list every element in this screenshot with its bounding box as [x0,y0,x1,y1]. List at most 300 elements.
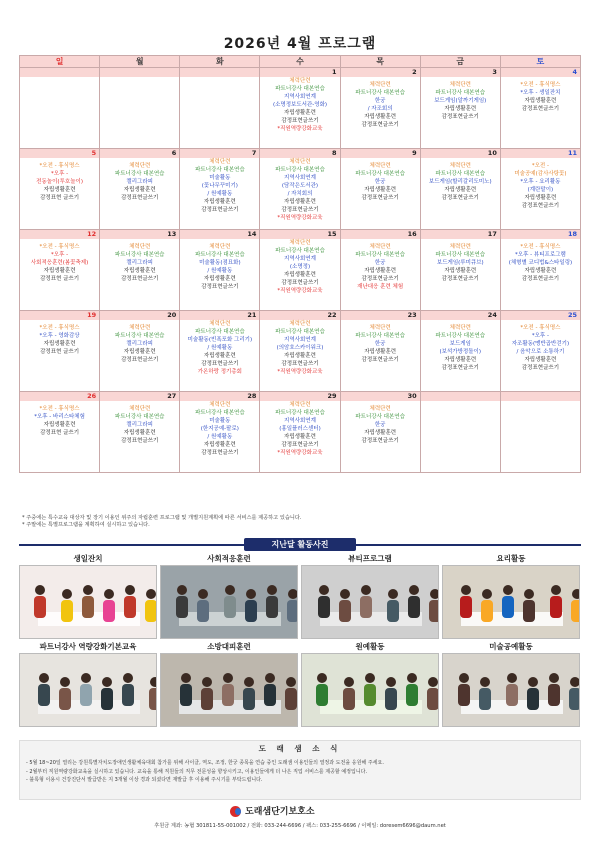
photo-person-head [344,677,354,687]
calendar-day-cell [340,68,420,149]
photo-person-head [123,673,133,683]
photo-caption: 파트너강사 역량강화기본교육 [39,642,137,651]
activity-line: 보드게임(루미큐브) [436,260,484,266]
activity-line: 자립생활훈련 [123,430,156,436]
activity-line: 감정표현글쓰기 [441,114,479,120]
calendar-day-cell [260,392,340,473]
activity-line: (꽃나무꾸미기) [201,183,238,189]
activity-line: 자립생활훈련 [364,430,397,436]
day-activities [260,77,339,133]
calendar-day-cell [500,149,580,230]
activity-line: 감정표현글쓰기 [361,357,399,363]
weekday-sun: 일 [20,56,100,68]
activity-line: 감정표현글쓰기 [521,365,560,371]
day-activities [421,239,500,283]
activity-photo-card [160,553,298,639]
weekday-header-row [20,56,581,68]
activity-line: (한지공예-팥로) [200,426,239,432]
activity-line: 자립생활훈련 [284,353,316,359]
activity-line: 체력단련 [289,402,311,408]
photo-person-body [481,600,493,622]
activity-line: (홍일플러스센터) [279,426,321,432]
day-activities [341,401,420,445]
day-number: 19 [20,311,99,320]
activity-photo-card [160,641,298,727]
activity-line: 자립생활훈련 [43,422,76,428]
activity-line: *오전 - 휴식명스 [39,325,80,331]
activity-line: 지역사회연계 [284,337,316,343]
activity-photo-card [442,641,580,727]
day-number: 2 [341,68,420,77]
activity-line: 캘리그라피 [126,260,153,266]
activity-line: 파트너강사 대본연습 [435,90,486,96]
activity-line: 자립생활훈련 [524,268,557,274]
calendar-day-cell [340,149,420,230]
note-line: * 주말에는 특별프로그램을 계획하여 실시하고 있습니다. [22,522,150,528]
news-heading: 도 래 샘 소 식 [258,744,342,753]
photo-person-head [524,589,534,599]
photo-person-body [527,688,539,710]
center-logo [230,805,370,819]
calendar-week-row [20,311,581,392]
activity-line: 체력단련 [129,163,151,169]
activity-line: *오전 - 휴식명스 [39,163,80,169]
photo-person-head [244,677,254,687]
day-activities [180,401,259,457]
weekday-thu: 목 [340,56,420,68]
photo-person-body [523,600,535,622]
activity-line: 자립생활훈련 [284,272,316,278]
photo-person-head [104,589,114,599]
activity-line: 체력단련 [209,244,231,250]
photo-person-body [34,596,46,618]
day-number: 24 [421,311,500,320]
day-number: 1 [260,68,339,77]
activity-photo [442,653,580,727]
calendar-day-cell [100,311,180,392]
calendar-day-cell [500,230,580,311]
activity-line: *오후 - 바리스타체험 [34,414,85,420]
logo-mark-icon [230,806,241,817]
day-activities [501,320,580,372]
activity-line: *오전 - 휴식명스 [520,244,561,250]
activity-line: 감정표현글쓰기 [201,450,239,456]
activity-line: 감정표현글쓰기 [521,106,560,112]
photo-person-head [549,673,559,683]
calendar-day-cell [100,68,180,149]
calendar-day-cell [180,230,260,311]
day-activities [501,158,580,210]
calendar-day-cell [420,392,500,473]
day-number: 18 [501,230,580,239]
photo-person-body [343,688,355,710]
photo-person-head [125,585,135,595]
activity-line: 지역사회연계 [284,175,316,181]
activity-photo [301,653,439,727]
day-activities [421,401,500,405]
day-number: 20 [100,311,179,320]
photo-person-head [223,673,233,683]
photo-person-head [146,589,156,599]
day-number: 14 [180,230,259,239]
photo-person-head [81,673,91,683]
day-number [421,392,500,401]
photo-person-head [102,677,112,687]
photo-illustration [443,566,580,638]
calendar-week-row [20,230,581,311]
day-number: 4 [501,68,580,77]
photo-person-head [317,673,327,683]
activity-line: 체력단련 [129,244,151,250]
day-number: 28 [180,392,259,401]
day-number: 29 [260,392,339,401]
activity-line: 자립생활훈련 [203,276,236,282]
activity-line: (담작은도서관) [281,183,319,189]
activity-line: 체력단련 [369,244,391,250]
activity-line: *오전 - 휴식명스 [39,244,80,250]
activity-line: 파트너강사 대본연습 [355,414,405,420]
calendar-day-cell [420,149,500,230]
activity-line: 캘리그라피 [126,422,153,428]
activity-line: (소명정) [289,264,311,270]
activity-line: (소명정보도서관-영화) [272,102,328,108]
calendar-day-cell [500,311,580,392]
day-number: 21 [180,311,259,320]
calendar-day-cell [180,68,260,149]
photo-person-body [180,684,192,706]
activity-line: 한궁 [374,260,386,266]
day-number: 8 [260,149,339,158]
calendar-day-cell [260,149,340,230]
photo-caption: 사회적응훈련 [207,554,251,563]
activity-line: 파트너강사 대본연습 [275,167,325,173]
photo-person-head [459,673,469,683]
photo-person-head [265,673,275,683]
news-box [19,740,581,800]
activity-line: 가온하랑 정기총회 [197,369,242,375]
activity-line: 감정표현글쓰기 [281,118,319,124]
activity-photo [19,653,157,727]
activity-photo-card [442,553,580,639]
activity-line: 보드게임(알까기게임) [434,98,487,104]
photo-caption: 요리활동 [496,554,526,563]
photo-illustration [161,654,298,726]
day-activities [180,158,259,214]
activity-line: *오후 - 생일잔치 [520,90,561,96]
activity-line: *직원역량강화교육 [277,369,323,375]
day-number: 15 [260,230,339,239]
activity-line: 파트너강사 대본연습 [195,252,245,258]
activity-line: 지역사회연계 [284,418,316,424]
activity-line: 자립생활훈련 [203,199,236,205]
activity-line: *오후 - 영화감상 [39,333,80,339]
activity-line: *오후 - [531,333,549,339]
day-number [180,68,259,77]
photo-person-body [61,600,73,622]
photo-person-body [122,684,134,706]
photo-person-body [458,684,470,706]
activity-line: *직원역량강화교육 [277,126,323,132]
photo-person-head [503,585,513,595]
activity-line: 자립생활훈련 [123,268,156,274]
calendar-day-cell [260,68,340,149]
activity-line: 파트너강사 대본연습 [435,171,486,177]
day-number: 3 [421,68,500,77]
activity-line: 자립생활훈련 [284,199,316,205]
photo-caption: 소방대피훈련 [207,642,251,651]
photo-person-body [285,688,297,710]
activity-line: 파트너강사 대본연습 [114,414,165,420]
photo-person-body [571,600,580,622]
activity-line: / 원예활동 [207,268,233,274]
day-activities [20,239,99,283]
activity-line: 한궁 [374,422,386,428]
day-number: 6 [100,149,179,158]
activity-line: 감정표현글쓰기 [121,276,159,282]
day-activities [260,158,339,222]
activity-line: 자조활동(맹반곱반걷기) [511,341,570,347]
day-number: 30 [341,392,420,401]
day-number: 7 [180,149,259,158]
weekday-tue: 화 [180,56,260,68]
day-activities [20,77,99,81]
activity-line: 체력단련 [449,163,471,169]
day-number [100,68,179,77]
activity-line: *오전 - [531,163,549,169]
photo-person-head [62,589,72,599]
activity-photo-card [301,641,439,727]
photo-person-body [145,600,157,622]
activity-line: 캘리그라피 [126,341,153,347]
activity-line: 파트너강사 대본연습 [435,252,486,258]
activity-line: 파트너강사 대본연습 [275,86,325,92]
activity-line: 파트너강사 대본연습 [355,252,405,258]
activity-line: 재난대응 훈련 체험 [357,284,404,290]
photo-person-body [245,600,257,622]
photo-person-body [82,596,94,618]
activity-line: 자립생활훈련 [364,268,397,274]
calendar-day-cell [180,311,260,392]
activity-line: 자립생활훈련 [524,195,557,201]
activity-line: 체력단련 [129,325,151,331]
activity-line: 파트너강사 대본연습 [195,329,245,335]
calendar-day-cell [260,311,340,392]
activity-line: 자립생활훈련 [524,357,557,363]
weekday-mon: 월 [100,56,180,68]
photo-person-head [267,585,277,595]
activity-photo-card [301,553,439,639]
calendar-day-cell [500,68,580,149]
activity-line: *오전 - 휴식명스 [520,325,561,331]
photo-person-head [528,677,538,687]
activity-photo [160,653,298,727]
activity-line: 파트너강사 대본연습 [275,248,325,254]
activity-line: 감정표현글쓰기 [121,438,159,444]
photo-person-head [181,673,191,683]
photos-heading: 지난달 활동사진 [244,538,356,551]
photo-person-body [197,600,209,622]
activity-line: 체력단련 [209,159,231,165]
activity-line: 감정표현글쓰기 [201,284,239,290]
day-activities [341,239,420,291]
activity-line: 한궁 [374,98,386,104]
day-activities [421,77,500,121]
activity-line: 감정표현글쓰기 [201,207,239,213]
photo-person-head [407,673,417,683]
calendar-day-cell [100,149,180,230]
day-number: 5 [20,149,99,158]
calendar-day-cell [180,392,260,473]
calendar-day-cell [20,68,100,149]
page-title: 2026년 4월 프로그램 [223,36,377,52]
activity-line: 자립생활훈련 [444,187,477,193]
activity-line: (보석가방정돌이) [439,349,482,355]
photo-person-body [360,596,372,618]
activity-line: 파트너강사 대본연습 [355,171,405,177]
photo-person-body [429,600,439,622]
day-activities [100,401,179,445]
photo-person-body [38,684,50,706]
photo-person-head [570,677,580,687]
photo-person-body [506,684,518,706]
activity-line: 체력단련 [449,244,471,250]
weekday-sat: 토 [500,56,580,68]
photo-person-head [60,677,70,687]
activity-line: 자립생활훈련 [364,349,397,355]
photo-illustration [20,654,157,726]
activity-line: / 자치회의 [287,191,313,197]
activity-line: (계란말이) [527,187,554,193]
activity-line: *오후 - [51,171,69,177]
calendar-day-cell [20,392,100,473]
day-number [20,68,99,77]
activity-line: 감정표현글쓰기 [521,203,560,209]
activity-line: 지역사회연계 [284,256,316,262]
day-activities [260,401,339,457]
activity-line: 파트너강사 대본연습 [435,333,486,339]
activity-line: 감정표현글쓰기 [281,442,319,448]
activity-line: 자립생활훈련 [364,114,397,120]
photo-person-head [340,589,350,599]
news-item: - 블록형 이용시 건강진단서 발급받은 지 3개월 이상 경과 되셨다면 재발급 후 이용해 주시기를 부탁드립니다. [26,777,263,783]
photo-person-head [286,677,296,687]
activity-line: 파트너강사 대본연습 [275,410,325,416]
day-activities [180,77,259,81]
activity-line: / 자조회의 [367,106,393,112]
photo-illustration [443,654,580,726]
photo-person-body [387,600,399,622]
activity-line: 미술활동(빈폭포화 그리기) [187,337,253,343]
activity-line: 감정표현글쓰기 [441,365,479,371]
activity-line: *오전 - 휴식명스 [39,406,80,412]
activity-line: 감정표현 글쓰기 [40,430,80,436]
photo-person-body [569,688,580,710]
day-number: 10 [421,149,500,158]
activity-line: / 원예활동 [207,191,233,197]
calendar-day-cell [340,311,420,392]
calendar-day-cell [500,392,580,473]
day-activities [260,239,339,295]
activity-line: 캘리그라피 [126,179,153,185]
photo-person-head [198,589,208,599]
activity-line: 감정표현글쓰기 [361,438,399,444]
activity-line: 자립생활훈련 [444,268,477,274]
activity-line: *직원역량강화교육 [277,450,323,456]
news-item: - 5월 18~20일 열리는 강원특별자치도장애인생활체육대회 참가를 위해 사이클, 역도, 조정, 한궁 종목을 연습 중인 도래샘 이용인들의 열정과 도전을 응원해 주세요. [26,760,384,766]
photo-person-head [246,589,256,599]
activity-line: 감정표현글쓰기 [281,280,319,286]
photo-person-head [177,585,187,595]
day-number: 13 [100,230,179,239]
photo-person-body [103,600,115,622]
day-number: 12 [20,230,99,239]
activity-line: *오후 - 뷰티프로그램 [515,252,566,258]
photo-person-body [548,684,560,706]
day-number: 9 [341,149,420,158]
activity-line: 보드게임(할리갈리도미노) [428,179,492,185]
photo-person-body [550,596,562,618]
activity-line: 미술활동(점묘화) [199,260,241,266]
activity-line: 감정표현글쓰기 [281,361,319,367]
day-activities [20,401,99,437]
calendar-week-row [20,149,581,230]
activity-line: 자립생활훈련 [444,106,477,112]
logo-name: 도래샘단기보호소 [245,807,315,817]
photo-person-body [479,688,491,710]
activity-line: 자립생활훈련 [123,187,156,193]
activity-line: *오전 - 휴식명스 [520,82,561,88]
activity-line: 감정표현 글쓰기 [40,195,80,201]
activity-line: 자립생활훈련 [284,110,316,116]
calendar-day-cell [420,68,500,149]
calendar-day-cell [180,149,260,230]
day-activities [20,320,99,356]
activity-photo [19,565,157,639]
photo-person-body [149,688,157,710]
photo-caption: 원예활동 [355,642,385,651]
activity-line: 자립생활훈련 [444,357,477,363]
day-number: 27 [100,392,179,401]
activity-photo [442,565,580,639]
photo-person-body [406,684,418,706]
activity-line: 체력단련 [289,240,311,246]
day-number: 22 [260,311,339,320]
activity-line: 미술활동 [209,418,231,424]
photo-person-body [427,688,439,710]
day-activities [100,320,179,364]
photo-person-body [243,688,255,710]
photo-person-body [222,684,234,706]
activity-line: 한궁 [374,341,386,347]
activity-line: 자립생활훈련 [203,442,236,448]
activity-line: 감정표현글쓰기 [121,357,159,363]
activity-line: 파트너강사 대본연습 [114,333,165,339]
calendar-week-row [20,392,581,473]
activity-photo-grid [19,553,581,733]
photo-person-head [365,673,375,683]
activity-line: 감정표현글쓰기 [121,195,159,201]
photo-person-body [124,596,136,618]
activity-line: 체력단련 [289,321,311,327]
photo-illustration [20,566,157,638]
activity-line: 파트너강사 대본연습 [195,410,245,416]
day-activities [20,158,99,202]
photo-person-body [201,688,213,710]
activity-line: 체력단련 [209,402,231,408]
day-number: 25 [501,311,580,320]
photo-person-body [364,684,376,706]
photo-person-head [482,589,492,599]
